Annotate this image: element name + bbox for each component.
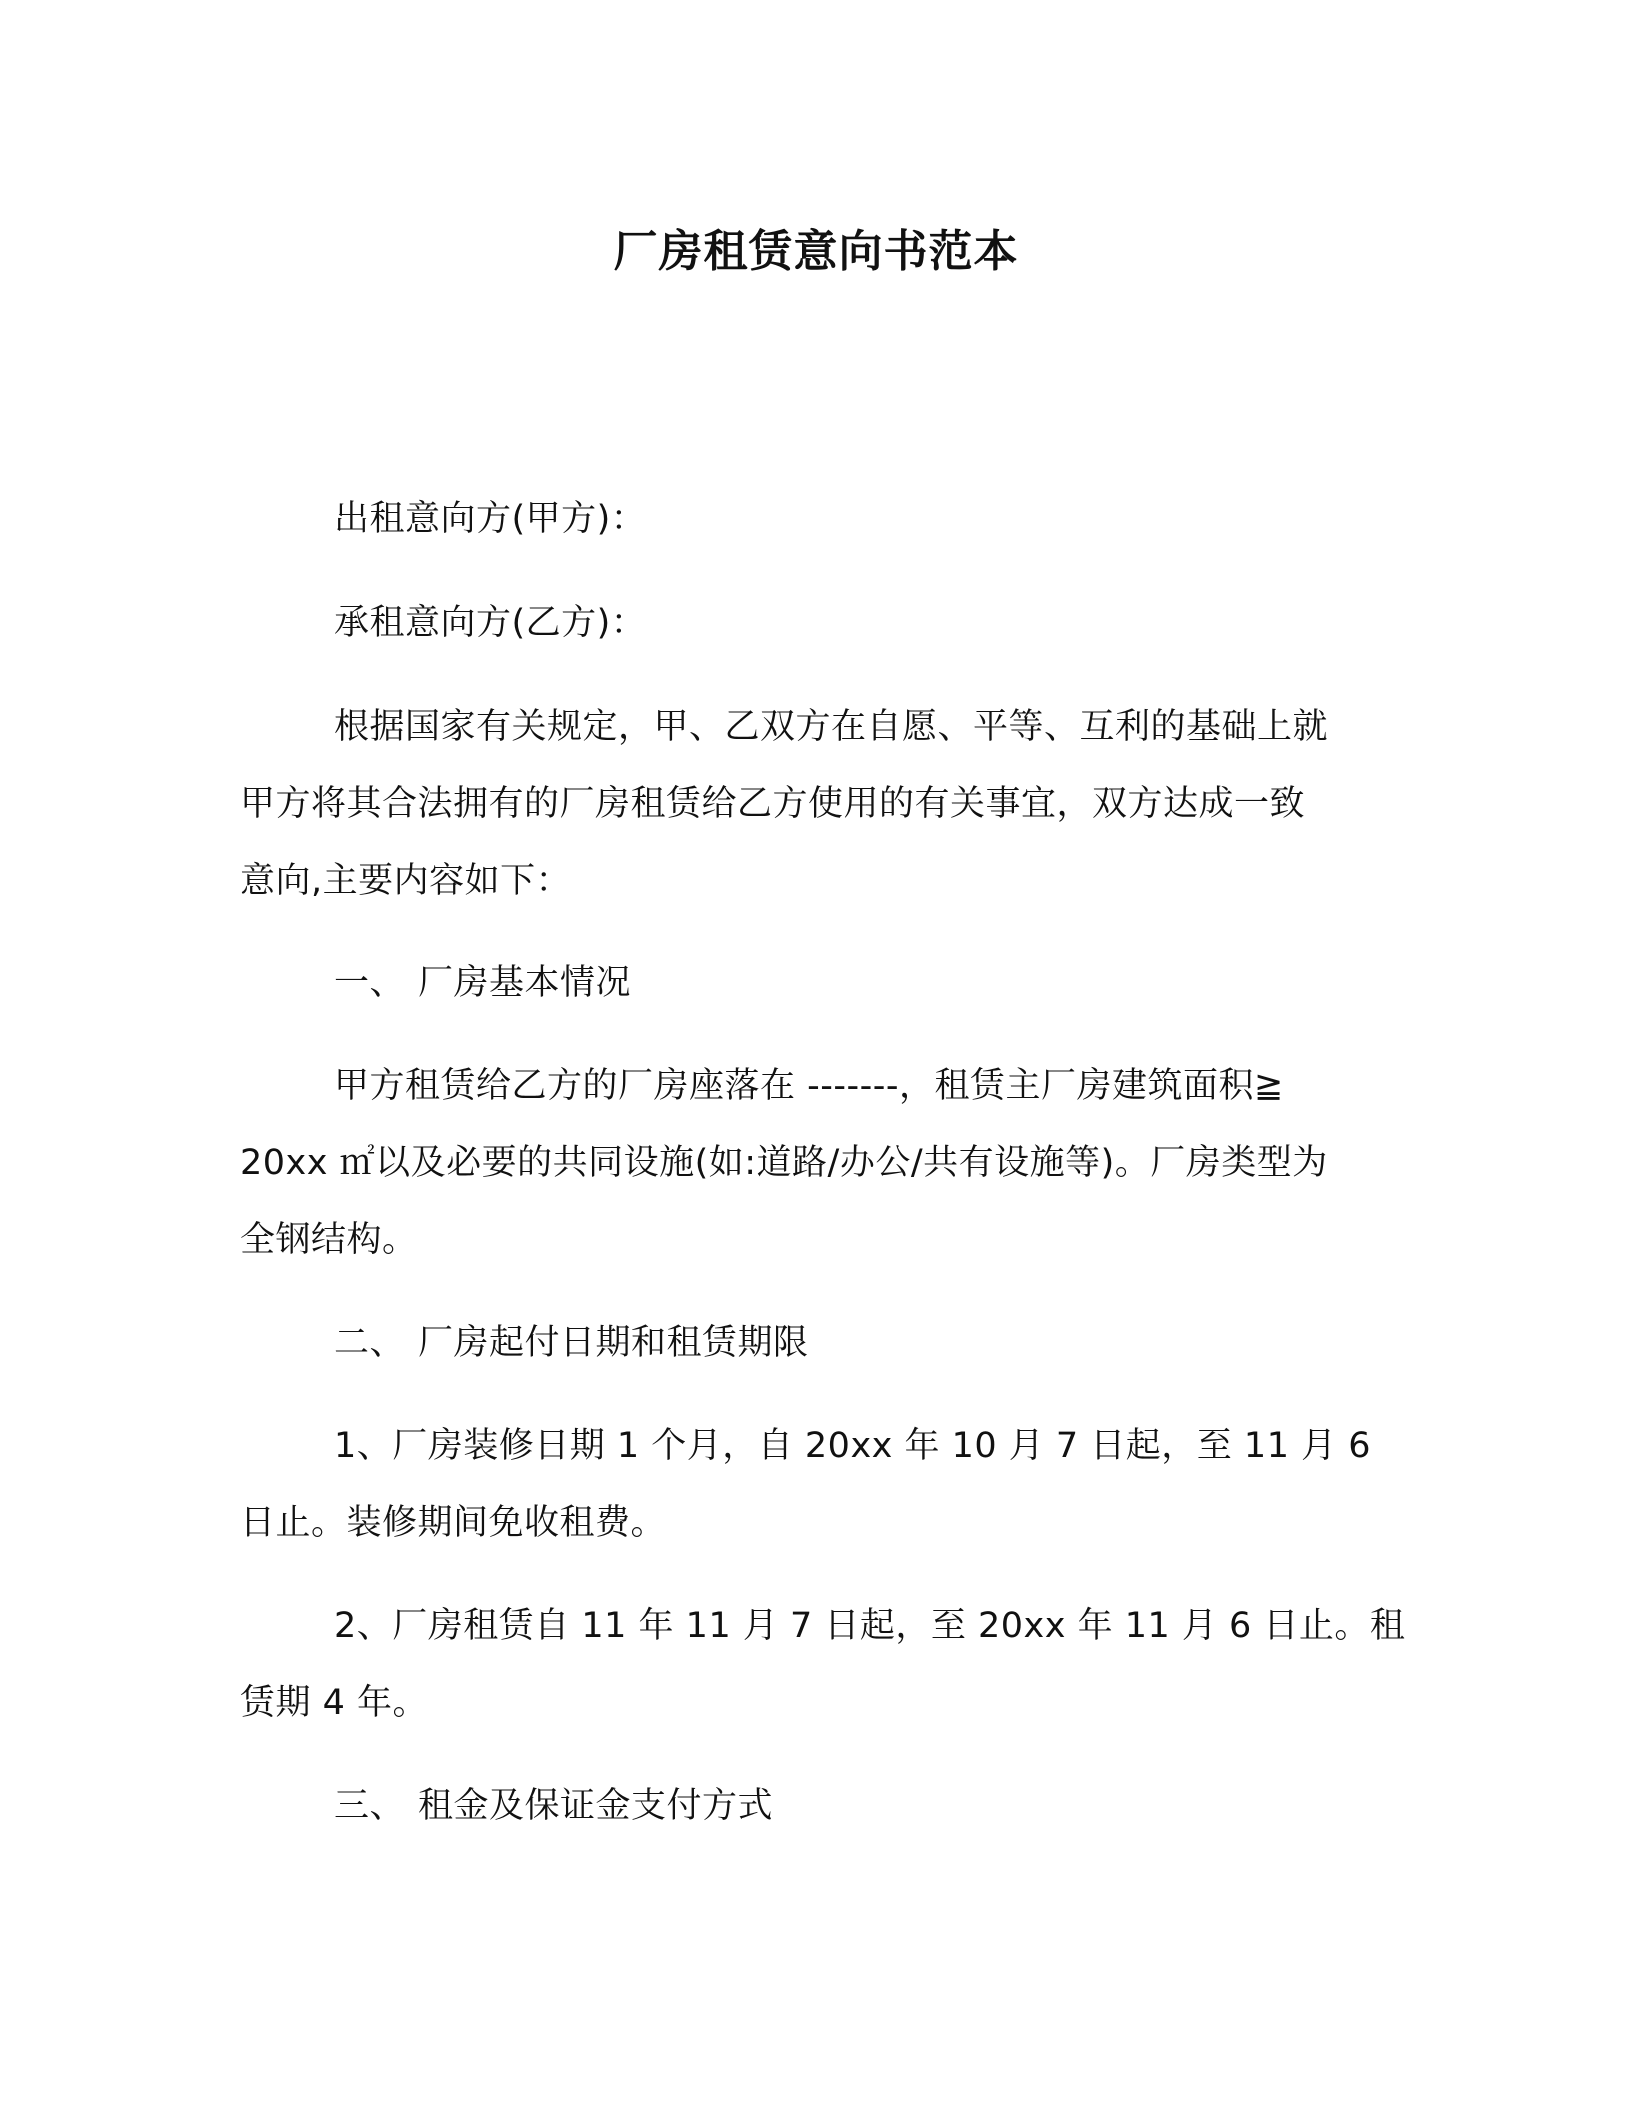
- section-1-line-1: 甲方租赁给乙方的厂房座落在 -------，租赁主厂房建筑面积≧: [334, 1066, 1284, 1106]
- section-1-title: 厂房基本情况: [418, 963, 632, 1003]
- section-1-heading: [334, 958, 631, 1008]
- section-2-item-2-line-2: 赁期 4 年。: [240, 1683, 429, 1723]
- section-2-heading: [334, 1318, 809, 1368]
- section-1-line-3: 全钢结构。: [240, 1220, 418, 1260]
- intro-line-1: 根据国家有关规定，甲、乙双方在自愿、平等、互利的基础上就: [334, 707, 1329, 747]
- party-a-line: 出租意向方(甲方)：: [334, 499, 647, 539]
- section-3-number: 三、: [334, 1786, 406, 1826]
- section-2-item-1-line-2: 日止。装修期间免收租费。: [240, 1503, 667, 1543]
- party-b-line: 承租意向方(乙方)：: [334, 603, 647, 643]
- section-2-item-1-line-1: 1、厂房装修日期 1 个月，自 20xx 年 10 月 7 日起，至 11 月 6: [334, 1426, 1371, 1466]
- intro-line-2: 甲方将其合法拥有的厂房租赁给乙方使用的有关事宜，双方达成一致: [240, 784, 1306, 824]
- section-2-title: 厂房起付日期和租赁期限: [418, 1323, 809, 1363]
- intro-line-3: 意向,主要内容如下：: [240, 861, 572, 901]
- section-3-title: 租金及保证金支付方式: [418, 1786, 774, 1826]
- document-title: 厂房租赁意向书范本: [613, 226, 1019, 277]
- section-1-line-2: 20xx ㎡以及必要的共同设施(如:道路/办公/共有设施等)。厂房类型为: [240, 1143, 1328, 1183]
- section-3-heading: [334, 1781, 773, 1831]
- section-1-number: 一、: [334, 963, 406, 1003]
- section-2-item-2-line-1: 2、厂房租赁自 11 年 11 月 7 日起，至 20xx 年 11 月 6 日止。租: [334, 1606, 1406, 1646]
- section-2-number: 二、: [334, 1323, 406, 1363]
